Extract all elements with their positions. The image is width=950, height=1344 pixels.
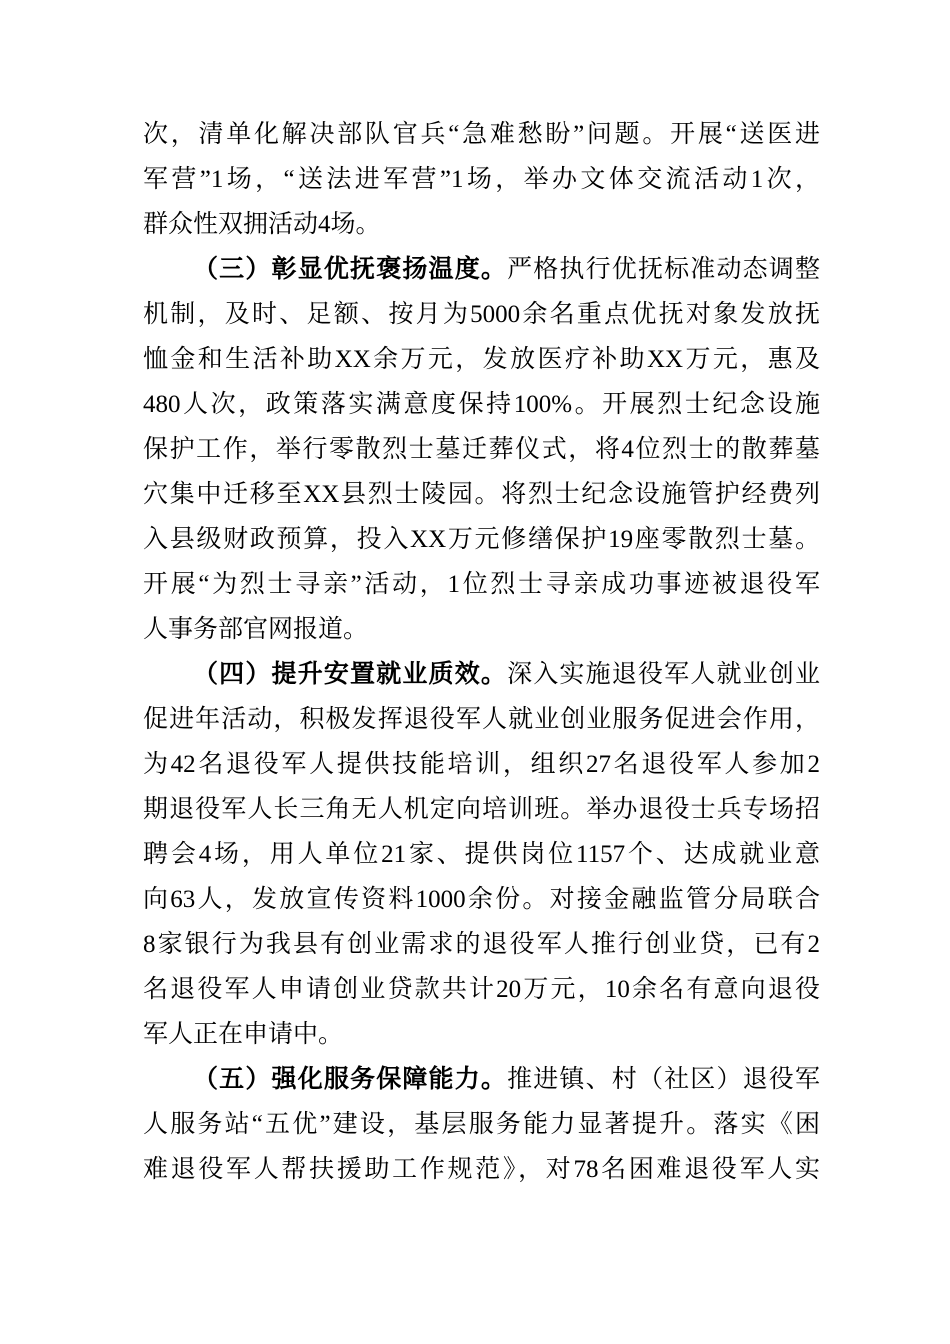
line-text: 480人次，政策落实满意度保持100%。开展烈士纪念设施 [143, 391, 820, 418]
document-line [143, 922, 820, 967]
document-line [143, 382, 820, 427]
document-line [143, 742, 820, 787]
document-line [143, 427, 820, 472]
line-text: 向63人，发放宣传资料1000余份。对接金融监管分局联合 [143, 886, 820, 913]
line-text: 军人正在申请中。 [143, 1021, 344, 1048]
line-text: 开展“为烈士寻亲”活动，1位烈士寻亲成功事迹被退役军 [143, 571, 820, 598]
line-text: 次，清单化解决部队官兵“急难愁盼”问题。开展“送医进 [143, 121, 820, 148]
document-line [143, 472, 820, 517]
line-text: 8家银行为我县有创业需求的退役军人推行创业贷，已有2 [143, 931, 820, 958]
document-line [143, 562, 820, 607]
line-text: 聘会4场，用人单位21家、提供岗位1157个、达成就业意 [143, 841, 820, 868]
line-text: 群众性双拥活动4场。 [143, 211, 381, 238]
line-text: 严格执行优抚标准动态调整 [507, 256, 820, 283]
section-heading: （五）强化服务保障能力。 [193, 1066, 508, 1093]
document-line [143, 832, 820, 877]
line-text: 恤金和生活补助XX余万元，发放医疗补助XX万元，惠及 [143, 346, 820, 373]
document-line [143, 607, 820, 652]
document-line [143, 1057, 820, 1102]
line-text: 期退役军人长三角无人机定向培训班。举办退役士兵专场招 [143, 796, 820, 823]
line-text: 保护工作，举行零散烈士墓迁葬仪式，将4位烈士的散葬墓 [143, 436, 820, 463]
line-text: 穴集中迁移至XX县烈士陵园。将烈士纪念设施管护经费列 [143, 481, 820, 508]
section-heading: （四）提升安置就业质效。 [193, 661, 508, 688]
document-line [143, 967, 820, 1012]
document-line [143, 1012, 820, 1057]
line-text: 深入实施退役军人就业创业 [507, 661, 820, 688]
document-line [143, 157, 820, 202]
line-text: 军营”1场，“送法进军营”1场，举办文体交流活动1次， [143, 166, 820, 193]
line-text: 为42名退役军人提供技能培训，组织27名退役军人参加2 [143, 751, 820, 778]
document-line [143, 247, 820, 292]
line-text: 人事务部官网报道。 [143, 616, 369, 643]
document-line [143, 652, 820, 697]
document-line [143, 1147, 820, 1192]
document-line [143, 112, 820, 157]
line-text: 促进年活动，积极发挥退役军人就业创业服务促进会作用， [143, 706, 820, 733]
document-line [143, 1102, 820, 1147]
line-text: 人服务站“五优”建设，基层服务能力显著提升。落实《困 [143, 1111, 820, 1138]
document-text-block [143, 112, 820, 1192]
line-text: 名退役军人申请创业贷款共计20万元，10余名有意向退役 [143, 976, 820, 1003]
line-text: 推进镇、村（社区）退役军 [507, 1066, 820, 1093]
document-line [143, 292, 820, 337]
document-line [143, 787, 820, 832]
document-line [143, 877, 820, 922]
line-text: 难退役军人帮扶援助工作规范》，对78名困难退役军人实 [143, 1156, 820, 1183]
document-line [143, 697, 820, 742]
line-text: 入县级财政预算，投入XX万元修缮保护19座零散烈士墓。 [143, 526, 820, 553]
line-text: 机制，及时、足额、按月为5000余名重点优抚对象发放抚 [143, 301, 820, 328]
document-line [143, 202, 820, 247]
document-line [143, 337, 820, 382]
document-line [143, 517, 820, 562]
section-heading: （三）彰显优抚褒扬温度。 [193, 256, 508, 283]
